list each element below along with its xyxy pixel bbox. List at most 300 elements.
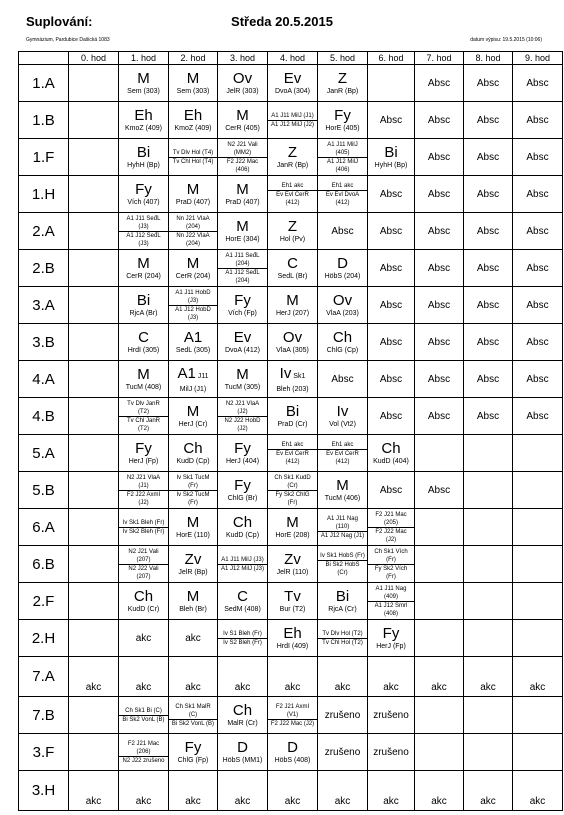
lesson-cell: Absc <box>368 102 415 139</box>
subject: D <box>337 255 348 272</box>
column-header: 6. hod <box>368 52 415 65</box>
group-code: Sk1 <box>291 372 306 380</box>
lesson-cell: zrušeno <box>318 697 368 734</box>
teacher-room: JelR (303) <box>226 88 259 95</box>
table-row <box>19 583 563 620</box>
lesson-cell <box>218 324 268 361</box>
teacher-room: HerJ (Fp) <box>128 458 159 465</box>
subject: M <box>137 255 150 272</box>
lesson-cell: Absc <box>464 398 513 435</box>
table-row <box>19 324 563 361</box>
lesson-cell <box>268 620 318 657</box>
lesson-cell: zrušeno <box>368 697 415 734</box>
subject: M <box>186 70 200 87</box>
group-change: Ev Evl CerR (412) <box>318 449 367 466</box>
group-change: N2 J21 VlaA (J1) <box>126 474 161 489</box>
lesson-cell <box>169 176 218 213</box>
lesson-cell <box>318 102 368 139</box>
column-header: 1. hod <box>119 52 169 65</box>
group-change: F2 J22 Mac (J2) <box>268 719 317 728</box>
lesson-cell: Absc <box>464 213 513 250</box>
lesson-cell: akc <box>169 657 218 697</box>
subject: Ch <box>232 514 253 531</box>
lesson-cell: akc <box>318 771 368 811</box>
lesson-cell <box>119 697 169 734</box>
subject: M <box>186 181 200 198</box>
lesson-cell: akc <box>69 771 119 811</box>
teacher-room: ChlG (Cp) <box>326 347 359 354</box>
lesson-cell <box>69 583 119 620</box>
group-change: Ch Sk1 Bi (C) <box>125 707 162 714</box>
table-row <box>19 435 563 472</box>
lesson-cell <box>268 102 318 139</box>
lesson-cell <box>119 472 169 509</box>
column-header: 7. hod <box>415 52 464 65</box>
lesson-cell: Absc <box>415 65 464 102</box>
lesson-cell <box>119 361 169 398</box>
subject: Ch <box>183 440 203 457</box>
teacher-room: Vích (407) <box>127 199 160 206</box>
teacher-room: HerJ (Fp) <box>376 643 406 650</box>
lesson-cell: akc <box>169 620 218 657</box>
subject: Ov <box>282 329 303 346</box>
group-code: J11 <box>195 372 209 380</box>
group-change: Ch Sk1 KudD (Cr) <box>274 474 311 489</box>
teacher-room: HöbS (MM1) <box>222 757 263 764</box>
teacher-room: HorE (208) <box>275 532 310 539</box>
corner-cell <box>19 52 69 65</box>
subject: Fy <box>234 440 251 457</box>
table-row <box>19 509 563 546</box>
teacher-room: TucM (406) <box>324 495 361 502</box>
group-change: Tv Dlv Hol (T2) <box>322 630 363 637</box>
subject: Tv <box>284 588 301 605</box>
class-label: 2.F <box>19 583 69 620</box>
lesson-cell <box>513 583 563 620</box>
teacher-room: PraD (407) <box>175 199 211 206</box>
lesson-cell <box>268 546 318 583</box>
lesson-cell <box>318 398 368 435</box>
lesson-cell <box>268 250 318 287</box>
lesson-cell <box>318 65 368 102</box>
subject: Fy <box>334 107 351 124</box>
table-row <box>19 65 563 102</box>
lesson-cell <box>119 509 169 546</box>
lesson-cell <box>119 287 169 324</box>
lesson-cell <box>218 139 268 176</box>
class-label: 2.A <box>19 213 69 250</box>
lesson-cell: Absc <box>415 361 464 398</box>
lesson-cell <box>218 697 268 734</box>
lesson-cell <box>415 697 464 734</box>
class-label: 6.B <box>19 546 69 583</box>
lesson-cell: akc <box>464 771 513 811</box>
school-name: Gymnázium, Pardubice Dašická 1083 <box>26 37 110 43</box>
teacher-room: KudD (Cp) <box>225 532 260 539</box>
teacher-room: JanR (Bp) <box>276 162 309 169</box>
group-change: Fy Sk2 Vích (Fr) <box>368 564 414 581</box>
subject: M <box>236 107 249 124</box>
table-row <box>19 771 563 811</box>
page-title: Suplování: <box>26 14 93 29</box>
lesson-cell <box>218 398 268 435</box>
lesson-cell <box>218 287 268 324</box>
lesson-cell <box>69 546 119 583</box>
subject: Bi <box>384 144 398 161</box>
subject: M <box>186 588 200 605</box>
subject: M <box>336 477 349 494</box>
class-label: 2.H <box>19 620 69 657</box>
lesson-cell <box>368 435 415 472</box>
subject: C <box>237 588 248 605</box>
teacher-room: CerR (204) <box>175 273 211 280</box>
lesson-cell <box>218 734 268 771</box>
group-change: Eh1 akc <box>281 441 304 448</box>
group-change: Bi Sk2 HobS (Cr) <box>318 560 367 577</box>
lesson-cell: Absc <box>513 213 563 250</box>
group-change: Iv Sk1 TucM (Fr) <box>176 474 210 489</box>
group-change: Tv Dlv JanR (T2) <box>127 400 160 415</box>
lesson-cell <box>368 546 415 583</box>
table-row <box>19 102 563 139</box>
lesson-cell: Absc <box>464 176 513 213</box>
lesson-cell <box>69 250 119 287</box>
lesson-cell: akc <box>218 657 268 697</box>
subject: Bi <box>335 588 350 605</box>
group-change: F2 J21 Mac (205) <box>375 511 407 526</box>
class-label: 1.H <box>19 176 69 213</box>
group-change: A1 J12 MilJ (406) <box>318 157 367 174</box>
lesson-cell: Absc <box>513 287 563 324</box>
teacher-room: Bleh (Br) <box>179 606 207 613</box>
lesson-cell: Absc <box>368 213 415 250</box>
lesson-cell <box>464 435 513 472</box>
lesson-cell: Absc <box>513 139 563 176</box>
subject: Fy <box>135 440 152 457</box>
subject: Z <box>287 144 298 161</box>
subject: Ch <box>381 440 401 457</box>
class-label: 1.B <box>19 102 69 139</box>
lesson-cell <box>218 176 268 213</box>
lesson-cell <box>368 583 415 620</box>
teacher-room: KmoZ (409) <box>174 125 212 132</box>
group-change: Ch Sk1 MalR (C) <box>175 703 211 718</box>
lesson-cell: Absc <box>415 176 464 213</box>
lesson-cell: Absc <box>368 361 415 398</box>
column-header: 4. hod <box>268 52 318 65</box>
group-change: N2 J22 zrušeno <box>119 756 168 765</box>
teacher-room: VlaA (305) <box>276 347 309 354</box>
lesson-cell: zrušeno <box>318 734 368 771</box>
teacher-room: Sem (303) <box>176 88 210 95</box>
table-body <box>19 65 563 811</box>
lesson-cell: Absc <box>415 213 464 250</box>
column-header: 8. hod <box>464 52 513 65</box>
lesson-cell <box>268 697 318 734</box>
subject: Z <box>287 218 298 235</box>
table-row <box>19 734 563 771</box>
class-label: 4.A <box>19 361 69 398</box>
group-change: Iv Sk1 Bleh (Fr) <box>122 519 165 526</box>
group-change: A1 J12 MilJ (J3) <box>218 564 267 573</box>
group-change: A1 J11 SeđL (J3) <box>126 215 161 230</box>
lesson-cell <box>513 435 563 472</box>
subject: Eh <box>183 107 203 124</box>
lesson-cell <box>368 509 415 546</box>
teacher-room: HyhH (Bp) <box>127 162 160 169</box>
subject: Z <box>337 70 348 87</box>
subject: Iv <box>336 403 349 420</box>
lesson-cell: Absc <box>368 287 415 324</box>
class-label: 3.B <box>19 324 69 361</box>
lesson-cell <box>119 65 169 102</box>
subject: C <box>138 329 149 346</box>
lesson-cell: akc <box>268 771 318 811</box>
lesson-cell <box>415 546 464 583</box>
lesson-cell <box>69 509 119 546</box>
class-label: 6.A <box>19 509 69 546</box>
teacher-room: KudD (Cr) <box>127 606 160 613</box>
group-change: Tv Chl JanR (T2) <box>119 416 168 433</box>
teacher-room: DvoA (304) <box>274 88 311 95</box>
teacher-room: PraD (Cr) <box>277 421 308 428</box>
date-title: Středa 20.5.2015 <box>231 14 333 29</box>
group-change: F2 J22 Mac (406) <box>218 157 267 174</box>
subject: Bi <box>285 403 300 420</box>
subject: A1 J11 <box>177 364 209 382</box>
group-change: F2 J22 AxmI (J2) <box>119 490 168 507</box>
subject: Eh <box>283 625 302 642</box>
lesson-cell: Absc <box>318 361 368 398</box>
subject: Ev <box>283 70 302 87</box>
header-row <box>19 52 563 65</box>
lesson-cell: Absc <box>368 398 415 435</box>
teacher-room: Vích (Fp) <box>228 310 257 317</box>
lesson-cell: Absc <box>415 139 464 176</box>
group-change: F2 J21 AxmI (V1) <box>275 703 310 718</box>
subject: Ch <box>332 329 353 346</box>
lesson-cell <box>218 472 268 509</box>
subject: M <box>236 181 249 198</box>
group-change: F2 J22 Mac (J2) <box>368 527 414 544</box>
lesson-cell <box>268 435 318 472</box>
lesson-cell: Absc <box>513 398 563 435</box>
teacher-room: HyhH (Bp) <box>374 162 408 169</box>
group-change: Nn J22 VlaA (204) <box>169 231 217 248</box>
group-change: A1 J12 Nag (J1) <box>318 531 367 540</box>
lesson-cell <box>119 213 169 250</box>
lesson-cell <box>119 102 169 139</box>
teacher-room: HerJ (404) <box>225 458 260 465</box>
lesson-cell <box>368 620 415 657</box>
lesson-cell <box>464 546 513 583</box>
lesson-cell <box>218 509 268 546</box>
lesson-cell <box>218 361 268 398</box>
lesson-cell <box>464 697 513 734</box>
lesson-cell <box>268 65 318 102</box>
class-label: 3.F <box>19 734 69 771</box>
group-change: Ev Evl CerR (412) <box>268 190 317 207</box>
teacher-room: SedL (305) <box>175 347 211 354</box>
group-change: A1 J12 MilJ (J2) <box>268 120 317 129</box>
lesson-cell: Absc <box>318 213 368 250</box>
teacher-room: PraD (407) <box>225 199 260 206</box>
lesson-cell: Absc <box>415 287 464 324</box>
table-row <box>19 213 563 250</box>
lesson-cell <box>368 139 415 176</box>
group-change: A1 J11 HobD (J3) <box>175 289 211 304</box>
group-change: Ch Sk1 Vích (Fr) <box>374 548 408 563</box>
lesson-cell <box>169 435 218 472</box>
subject: M <box>286 292 299 309</box>
lesson-cell: akc <box>268 657 318 697</box>
table-row <box>19 657 563 697</box>
subject: Zv <box>184 551 202 568</box>
subject: M <box>137 70 150 87</box>
class-label: 3.A <box>19 287 69 324</box>
subject: Bi <box>136 292 151 309</box>
lesson-cell: akc <box>318 657 368 697</box>
lesson-cell <box>268 361 318 398</box>
subject: Ev <box>233 329 252 346</box>
group-change: Iv S1 Bleh (Fr) <box>223 630 262 637</box>
subject: Fy <box>382 625 400 642</box>
teacher-room: Bur (T2) <box>279 606 306 613</box>
teacher-room: Bleh (203) <box>276 385 309 393</box>
lesson-cell <box>218 583 268 620</box>
lesson-cell: Absc <box>368 324 415 361</box>
lesson-cell <box>218 213 268 250</box>
subject: Bi <box>136 144 151 161</box>
teacher-room: HerJ (Cr) <box>178 421 208 428</box>
lesson-cell: Absc <box>464 324 513 361</box>
table-row <box>19 697 563 734</box>
lesson-cell: akc <box>119 620 169 657</box>
lesson-cell <box>415 734 464 771</box>
group-change: N2 J22 HobD (J2) <box>218 416 267 433</box>
group-change: Iv S2 Bleh (Fr) <box>218 638 267 647</box>
group-change: Nn J21 VlaA (204) <box>176 215 210 230</box>
lesson-cell <box>169 287 218 324</box>
column-header: 9. hod <box>513 52 563 65</box>
subject: M <box>236 366 249 383</box>
table-row <box>19 287 563 324</box>
group-change: Iv Sk2 Bleh (Fr) <box>119 527 168 536</box>
lesson-cell <box>268 324 318 361</box>
lesson-cell <box>513 734 563 771</box>
lesson-cell <box>218 102 268 139</box>
lesson-cell: Absc <box>415 398 464 435</box>
teacher-room: JanR (Bp) <box>326 88 359 95</box>
teacher-room: MalR (Cr) <box>227 720 258 727</box>
lesson-cell: akc <box>513 657 563 697</box>
lesson-cell: Absc <box>464 65 513 102</box>
teacher-room: Vol (Vt2) <box>329 421 356 428</box>
lesson-cell <box>69 324 119 361</box>
lesson-cell <box>169 509 218 546</box>
lesson-cell: Absc <box>368 472 415 509</box>
table-row <box>19 250 563 287</box>
lesson-cell <box>218 620 268 657</box>
group-change: A1 J11 MilJ (J3) <box>221 556 264 563</box>
lesson-cell: akc <box>69 657 119 697</box>
lesson-cell <box>318 324 368 361</box>
column-header: 3. hod <box>218 52 268 65</box>
teacher-room: RjcA (Cr) <box>328 606 357 613</box>
lesson-cell <box>218 435 268 472</box>
lesson-cell <box>119 398 169 435</box>
group-change: Fy Sk2 ChlG (Fr) <box>268 490 317 507</box>
lesson-cell: zrušeno <box>368 734 415 771</box>
group-change: Iv Sk1 HobS (Fr) <box>320 552 365 559</box>
lesson-cell <box>119 435 169 472</box>
lesson-cell <box>69 435 119 472</box>
lesson-cell: Absc <box>513 102 563 139</box>
lesson-cell <box>69 734 119 771</box>
lesson-cell <box>464 620 513 657</box>
group-change: Tv Chl Hol (T4) <box>169 157 217 166</box>
lesson-cell <box>169 102 218 139</box>
lesson-cell <box>268 734 318 771</box>
lesson-cell: Absc <box>513 361 563 398</box>
lesson-cell <box>318 250 368 287</box>
lesson-cell <box>119 583 169 620</box>
lesson-cell <box>513 620 563 657</box>
lesson-cell <box>69 213 119 250</box>
lesson-cell: akc <box>464 657 513 697</box>
lesson-cell: Absc <box>415 472 464 509</box>
class-label: 1.F <box>19 139 69 176</box>
lesson-cell: akc <box>368 771 415 811</box>
group-change: Iv Sk2 TucM (Fr) <box>169 490 217 507</box>
subject: Fy <box>234 477 251 494</box>
teacher-room: KudD (Cp) <box>176 458 210 465</box>
subject: Iv Sk1 <box>279 364 306 382</box>
table-row <box>19 176 563 213</box>
teacher-room: HöbS (204) <box>324 273 361 280</box>
group-change: A1 J11 MilJ (J1) <box>271 112 314 119</box>
lesson-cell <box>368 65 415 102</box>
lesson-cell <box>268 287 318 324</box>
class-label: 5.B <box>19 472 69 509</box>
teacher-room: ChlG (Fp) <box>177 757 209 764</box>
lesson-cell <box>318 472 368 509</box>
lesson-cell <box>119 250 169 287</box>
teacher-room: JelR (Bp) <box>178 569 208 576</box>
lesson-cell <box>513 472 563 509</box>
lesson-cell <box>513 509 563 546</box>
print-date: datum výpisu: 19.5.2015 (10:06) <box>470 37 542 43</box>
class-label: 3.H <box>19 771 69 811</box>
lesson-cell <box>169 250 218 287</box>
subject: Ov <box>332 292 353 309</box>
subject: Zv <box>284 551 301 568</box>
lesson-cell <box>69 176 119 213</box>
teacher-room: SedM (408) <box>224 606 261 613</box>
teacher-room: SedL (Br) <box>277 273 308 280</box>
lesson-cell <box>318 435 368 472</box>
teacher-room: MilJ (J1) <box>179 385 207 393</box>
teacher-room: TucM (305) <box>224 384 261 391</box>
class-label: 7.B <box>19 697 69 734</box>
teacher-room: HöbS (408) <box>274 757 311 764</box>
class-label: 2.B <box>19 250 69 287</box>
teacher-room: CerR (405) <box>225 125 260 132</box>
table-row <box>19 398 563 435</box>
lesson-cell <box>513 546 563 583</box>
group-change: F2 J21 Mac (206) <box>127 740 160 755</box>
lesson-cell <box>119 176 169 213</box>
